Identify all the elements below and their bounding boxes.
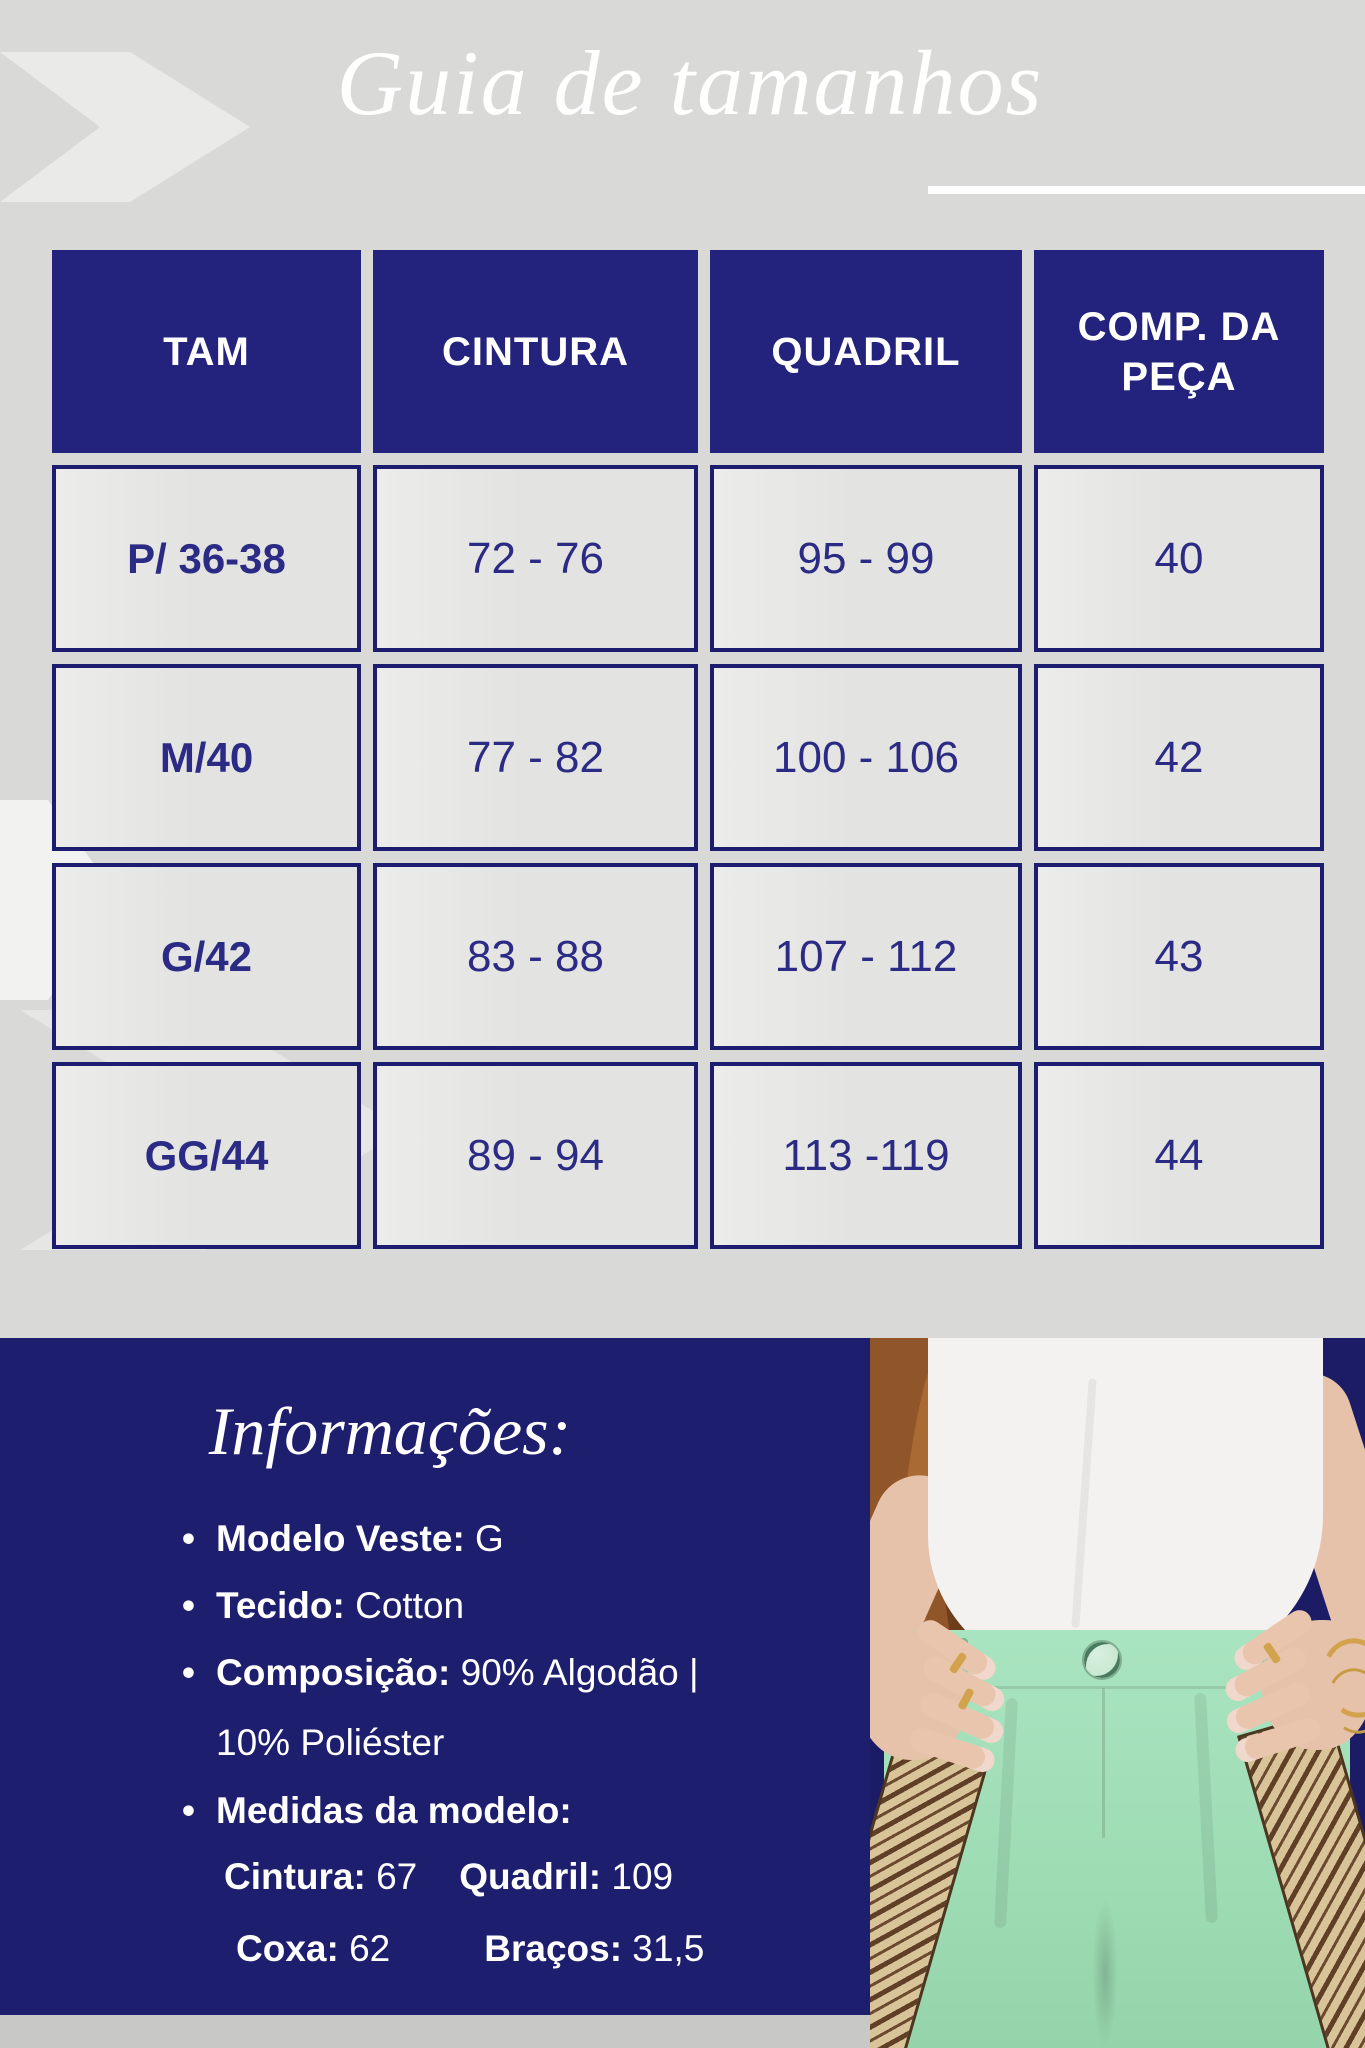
table-cell: 40 [1034,465,1324,652]
background-chevron-top [0,52,250,202]
header-cell-tam: TAM [52,250,361,453]
info-item-composicao-continuation: 10% Poliéster [216,1722,445,1763]
title-underline [928,186,1365,194]
measurement-cintura: Cintura: 67 [224,1856,418,1897]
header-cell-cintura: CINTURA [373,250,698,453]
table-cell-size: P/ 36-38 [52,465,361,652]
header-cell-comprimento: COMP. DA PEÇA [1034,250,1324,453]
info-item-tecido: • Tecido: Cotton [182,1585,465,1626]
measurement-quadril: Quadril: 109 [459,1856,674,1897]
model-photo [870,1338,1365,2048]
bullet-dot: • [182,1652,195,1693]
measurement-bracos: Braços: 31,5 [484,1928,705,1969]
info-item-medidas: • Medidas da modelo: [182,1790,572,1831]
shorts-button [1082,1640,1122,1680]
table-cell-size: M/40 [52,664,361,851]
table-cell: 89 - 94 [373,1062,698,1249]
bullet-dot: • [182,1518,195,1559]
table-cell: 95 - 99 [710,465,1022,652]
table-cell: 113 -119 [710,1062,1022,1249]
bullet-dot: • [182,1585,195,1626]
shorts-crease [1092,1898,1118,2048]
info-title: Informações: [208,1393,572,1469]
size-table [52,250,1325,1249]
table-cell: 83 - 88 [373,863,698,1050]
measurements-line-1 [224,1856,673,1898]
table-cell: 107 - 112 [710,863,1022,1050]
table-cell: 72 - 76 [373,465,698,652]
header-cell-quadril: QUADRIL [710,250,1022,453]
table-cell: 100 - 106 [710,664,1022,851]
info-item-composicao: • Composição: 90% Algodão | [182,1652,699,1693]
table-cell: 43 [1034,863,1324,1050]
measurements-line-2 [236,1928,704,1970]
shorts-fly-seam [1102,1688,1105,1838]
model-left-hand [870,1610,1018,1780]
info-item-modelo-veste: • Modelo Veste: G [182,1518,504,1559]
table-cell: 42 [1034,664,1324,851]
table-cell: 44 [1034,1062,1324,1249]
table-cell: 77 - 82 [373,664,698,851]
table-cell-size: G/42 [52,863,361,1050]
bullet-dot: • [182,1790,195,1831]
page-title: Guia de tamanhos [336,32,1044,134]
measurement-coxa: Coxa: 62 [236,1928,391,1969]
table-cell-size: GG/44 [52,1062,361,1249]
